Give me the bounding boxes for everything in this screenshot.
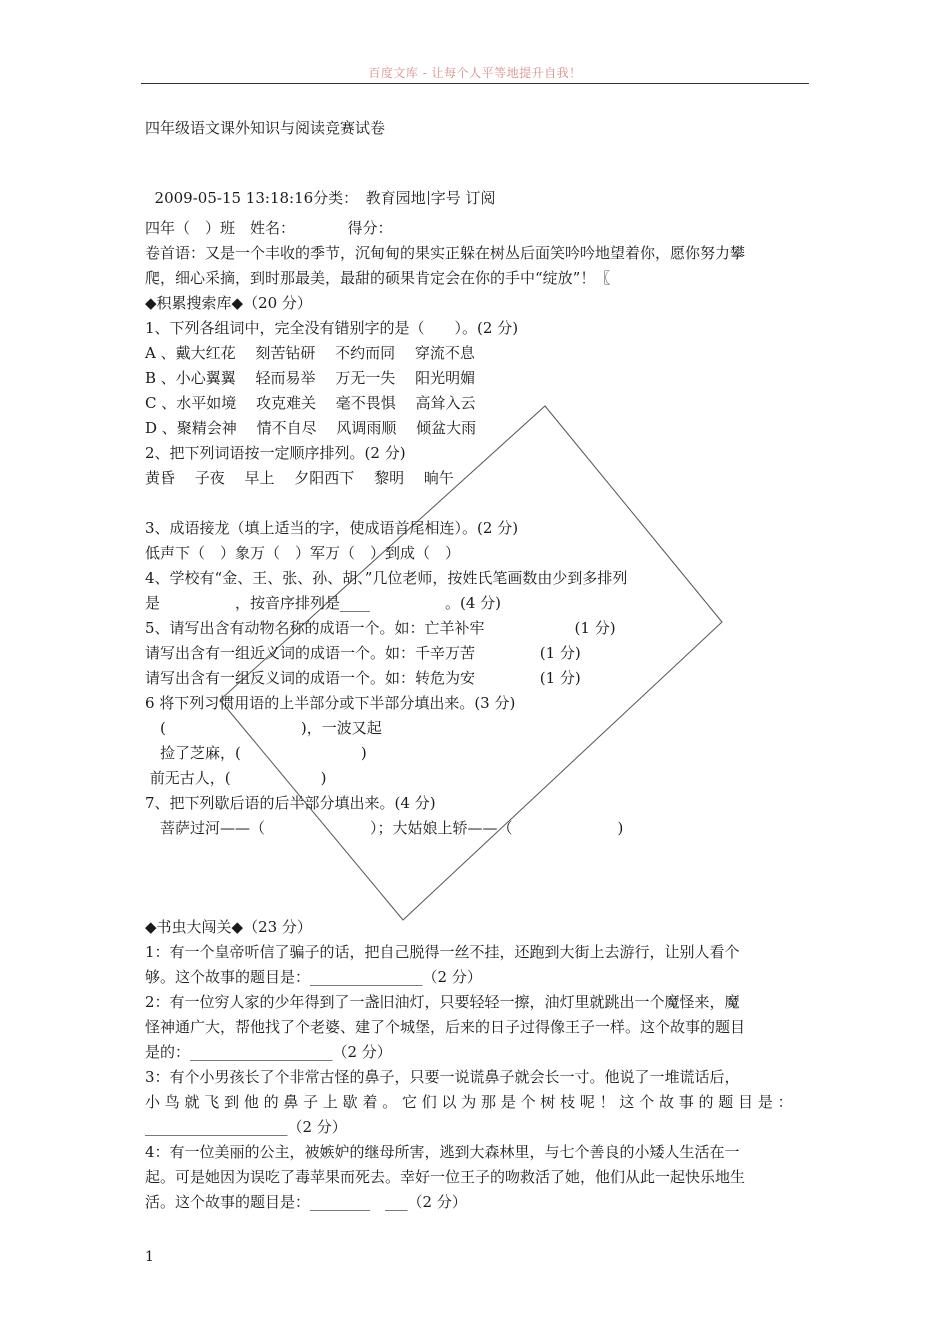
section1-line: 1、下列各组词中，完全没有错别字的是（ ）。(2 分) xyxy=(145,319,519,337)
meta-size-subscribe[interactable]: 字号 订阅 xyxy=(430,189,496,207)
header-watermark: 百度文库 - 让每个人平等地提升自我！ xyxy=(368,66,582,80)
section1-line: ( )，一波又起 xyxy=(145,719,382,737)
meta-line xyxy=(145,168,495,208)
student-info-line: 四年（ ）班 姓名： 得分： xyxy=(145,219,393,237)
question-4-line: 起。可是她因为误吃了毒苹果而死去。幸好一位王子的吻救活了她，他们从此一起快乐地生 xyxy=(145,1168,746,1186)
section1-line: 请写出含有一组近义词的成语一个。如：千辛万苦 (1 分) xyxy=(145,644,581,662)
question-1-line: 1：有一个皇帝听信了骗子的话，把自己脱得一丝不挂，还跑到大街上去游行，让别人看个 xyxy=(145,943,740,961)
section1-line: 6 将下列习惯用语的上半部分或下半部分填出来。(3 分) xyxy=(145,694,516,712)
section1-line: 2、把下列词语按一定顺序排列。(2 分) xyxy=(145,444,406,462)
section1-line: B 、小心翼翼 轻而易举 万无一失 阳光明媚 xyxy=(145,369,476,387)
section2-heading: ◆书虫大闯关◆（23 分） xyxy=(145,918,312,936)
question-3-line: 3：有个小男孩长了个非常古怪的鼻子，只要一说谎鼻子就会长一寸。他说了一堆谎话后， xyxy=(145,1068,740,1086)
section1-line: 5、请写出含有动物名称的成语一个。如：亡羊补牢 (1 分) xyxy=(145,619,616,637)
question-3-line: ___________________（2 分） xyxy=(145,1118,347,1136)
section1-line: A 、戴大红花 刻苦钻研 不约而同 穿流不息 xyxy=(145,344,475,362)
section1-line: 黄昏 子夜 早上 夕阳西下 黎明 晌午 xyxy=(145,469,454,487)
section1-line: 3、成语接龙（填上适当的字，使成语首尾相连）。(2 分) xyxy=(145,519,519,537)
question-2-line: 怪神通广大，帮他找了个老婆、建了个城堡，后来的日子过得像王子一样。这个故事的题目 xyxy=(145,1018,746,1036)
intro-line-1: 卷首语：又是一个丰收的季节，沉甸甸的果实正躲在树丛后面笑吟吟地望着你，愿你努力攀 xyxy=(145,244,746,262)
section1-line: 捡了芝麻，( ) xyxy=(145,744,367,762)
question-1-line: 够。这个故事的题目是：_______________（2 分） xyxy=(145,968,482,986)
meta-separator xyxy=(428,191,429,205)
section1-line: 4、学校有“金、王、张、孙、胡、”几位老师，按姓氏笔画数由少到多排列 xyxy=(145,569,628,587)
question-2-line: 是的：___________________（2 分） xyxy=(145,1043,392,1061)
meta-datetime: 2009-05-15 13:18:16 xyxy=(154,189,314,207)
question-4-line: 4：有一位美丽的公主，被嫉妒的继母所害，逃到大森林里，与七个善良的小矮人生活在一 xyxy=(145,1143,740,1161)
section1-line: C 、水平如境 攻克难关 毫不畏惧 高耸入云 xyxy=(145,394,476,412)
section1-line: 菩萨过河——（ ）；大姑娘上轿——（ ) xyxy=(145,819,624,837)
question-4-line: 活。这个故事的题目是：________ ___（2 分） xyxy=(145,1193,467,1211)
meta-category[interactable]: 分类： 教育园地 xyxy=(313,189,426,207)
section1-line: 是 ，按音序排列是____ 。(4 分) xyxy=(145,594,502,612)
section1-line: D 、聚精会神 情不自尽 风调雨顺 倾盆大雨 xyxy=(145,419,477,437)
page-number: 1 xyxy=(145,1249,154,1265)
intro-line-2: 爬，细心采摘，到时那最美，最甜的硕果肯定会在你的手中“绽放”！〖 xyxy=(145,269,611,287)
page-title: 四年级语文课外知识与阅读竞赛试卷 xyxy=(145,119,386,137)
section1-heading: ◆积累搜索库◆（20 分） xyxy=(145,294,312,312)
section1-line: 前无古人，( ) xyxy=(145,769,327,787)
section1-line: 请写出含有一组反义词的成语一个。如：转危为安 (1 分) xyxy=(145,669,581,687)
section1-line: 低声下（ ）象万（ ）军万（ ）到成（ ） xyxy=(145,544,461,562)
section1-line: 7、把下列歇后语的后半部分填出来。(4 分) xyxy=(145,794,436,812)
question-2-line: 2：有一位穷人家的少年得到了一盏旧油灯，只要轻轻一擦，油灯里就跳出一个魔怪来，魔 xyxy=(145,993,740,1011)
question-3-line: 小 鸟 就 飞 到 他 的 鼻 子 上 歇 着 。 它 们 以 为 那 是 个 树 枝 呢 ！ 这 个 故 事 的 题 目 是 ： xyxy=(145,1093,793,1111)
